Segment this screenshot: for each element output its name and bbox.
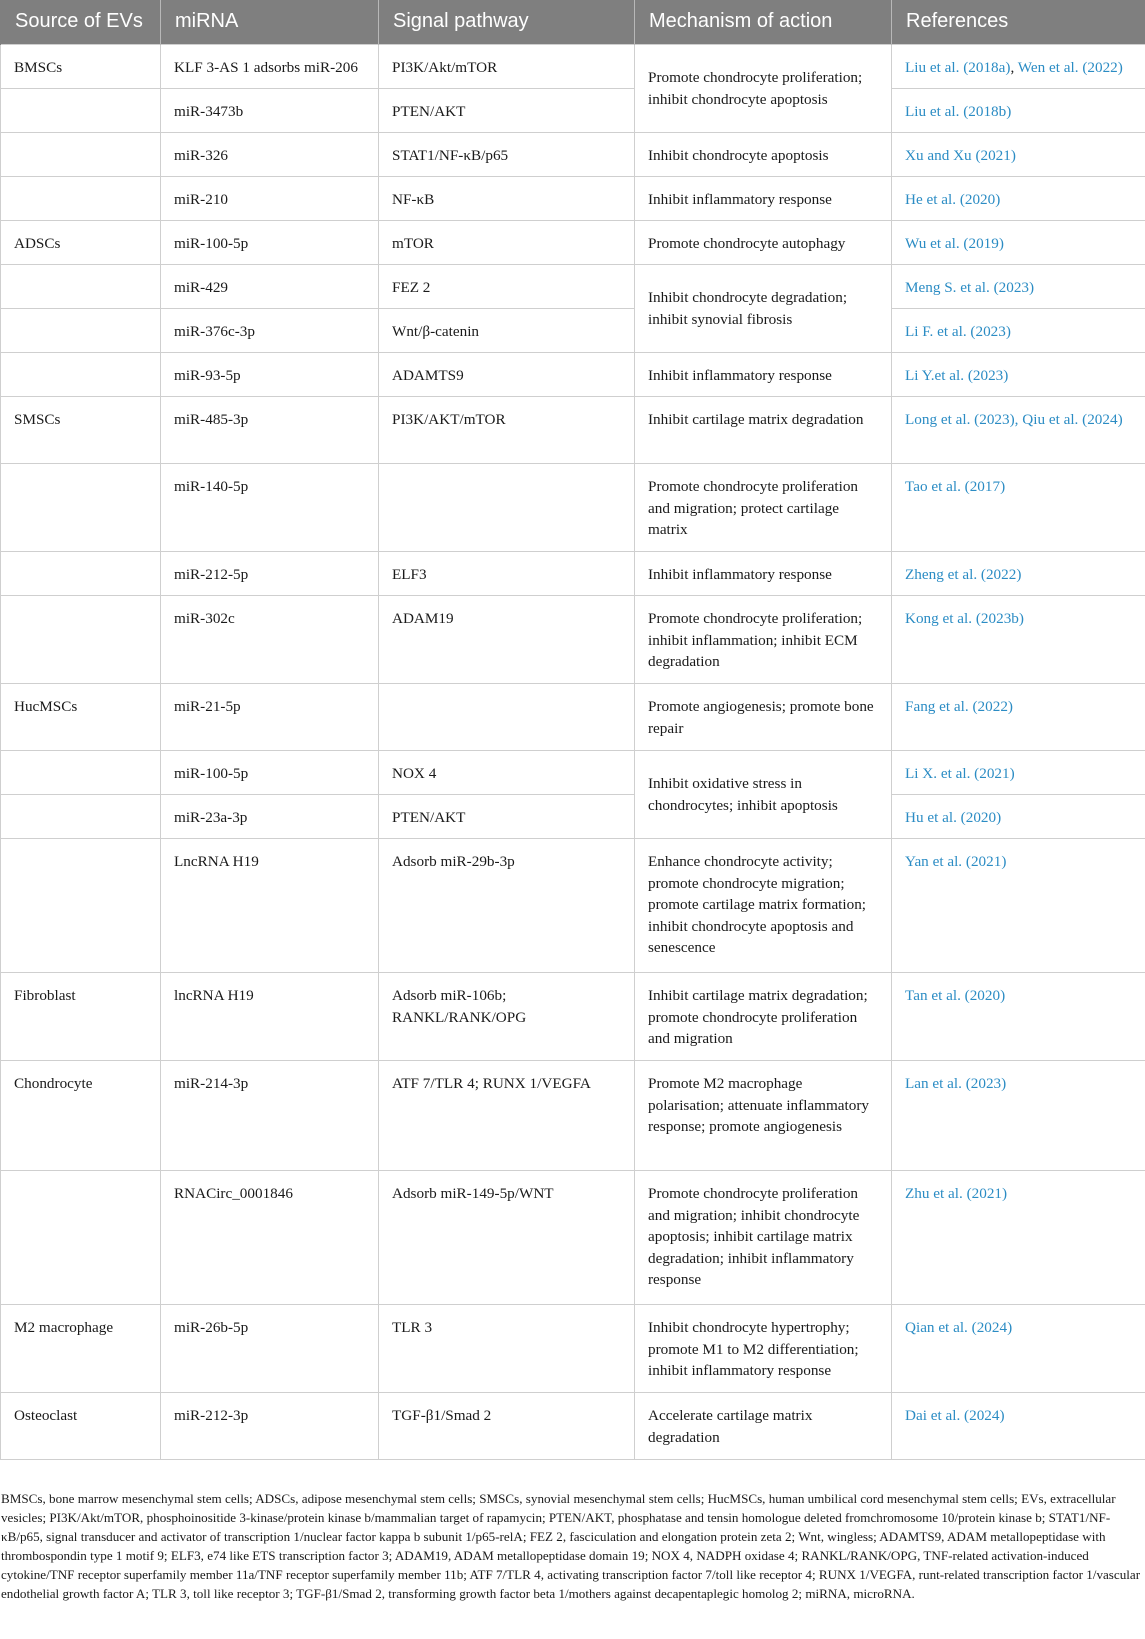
reference-link[interactable]: Li Y.et al. (2023)	[905, 367, 1009, 384]
cell-pathway: NOX 4	[379, 751, 635, 795]
cell-pathway: Adsorb miR-29b-3p	[379, 839, 635, 973]
reference-link[interactable]: Wu et al. (2019)	[905, 235, 1004, 252]
cell-mechanism: Inhibit chondrocyte degradation; inhibit synovial fibrosis	[635, 265, 892, 353]
cell-references	[892, 89, 1145, 133]
cell-pathway: TLR 3	[379, 1305, 635, 1393]
reference-link[interactable]: Lan et al. (2023)	[905, 1075, 1007, 1092]
cell-mirna: miR-429	[161, 265, 379, 309]
cell-source: Osteoclast	[1, 1393, 161, 1460]
reference-link[interactable]: Wen et al. (2022)	[1017, 59, 1123, 76]
cell-references	[892, 751, 1145, 795]
header-source: Source of EVs	[1, 0, 161, 45]
cell-mechanism: Promote chondrocyte proliferation; inhibit chondrocyte apoptosis	[635, 45, 892, 133]
cell-source	[1, 839, 161, 973]
cell-mechanism: Accelerate cartilage matrix degradation	[635, 1393, 892, 1460]
cell-mirna: miR-214-3p	[161, 1061, 379, 1171]
cell-references	[892, 353, 1145, 397]
cell-mirna: miR-93-5p	[161, 353, 379, 397]
cell-pathway: PTEN/AKT	[379, 795, 635, 839]
table-row	[1, 397, 1145, 464]
table-row	[1, 596, 1145, 684]
cell-source	[1, 89, 161, 133]
reference-link[interactable]: Kong et al. (2023b)	[905, 610, 1024, 627]
cell-pathway: ADAM19	[379, 596, 635, 684]
cell-pathway: TGF-β1/Smad 2	[379, 1393, 635, 1460]
cell-source	[1, 464, 161, 552]
cell-pathway	[379, 464, 635, 552]
reference-link[interactable]: Qian et al. (2024)	[905, 1319, 1013, 1336]
reference-link[interactable]: Zheng et al. (2022)	[905, 566, 1022, 583]
table-row	[1, 973, 1145, 1061]
table-row	[1, 89, 1145, 133]
cell-references	[892, 1305, 1145, 1393]
cell-pathway: ELF3	[379, 552, 635, 596]
reference-link[interactable]: Hu et al. (2020)	[905, 809, 1002, 826]
cell-mirna: RNACirc_0001846	[161, 1171, 379, 1305]
cell-source: M2 macrophage	[1, 1305, 161, 1393]
reference-link[interactable]: Fang et al. (2022)	[905, 698, 1013, 715]
cell-mechanism: Promote chondrocyte proliferation and migration; inhibit chondrocyte apoptosis; inhibit cartilage matrix degradation; inhibit inflammatory response	[635, 1171, 892, 1305]
cell-mirna: miR-100-5p	[161, 751, 379, 795]
cell-mirna: miR-3473b	[161, 89, 379, 133]
cell-mirna: miR-21-5p	[161, 684, 379, 751]
reference-link[interactable]: Long et al. (2023), Qiu et al. (2024)	[905, 411, 1123, 428]
cell-mirna: lncRNA H19	[161, 973, 379, 1061]
table-footnote: BMSCs, bone marrow mesenchymal stem cells; ADSCs, adipose mesenchymal stem cells; SMSCs, synovial mesenchymal stem cells; HucMSCs, human umbilical cord mesenchymal stem cells; EVs, extracellular vesicles; PI3K/Akt/mTOR, phosphoinositide 3-kinase/protein kinase b/mammalian target of rapamycin; PTEN/AKT, phosphatase and tensin homologue deleted fromchromosome 10/protein kinase b; STAT1/NF-κB/p65, signal transducer and activator of transcription 1/nuclear factor kappa b subunit 1/p65-relA; FEZ 2, fasciculation and elongation protein zeta 2; Wnt, wingless; ADAMTS9, ADAM metallopeptidase with thrombospondin type 1 motif 9; ELF3, e74 like ETS transcription factor 3; ADAM19, ADAM metallopeptidase domain 19; NOX 4, NADPH oxidase 4; RANKL/RANK/OPG, TNF-related activation-induced cytokine/TNF receptor superfamily member 11a/TNF receptor superfamily member 11b; ATF 7/TLR 4, activating transcription factor 7/toll like receptor 4; RUNX 1/VEGFA, runt-related transcription factor 1/vascular endothelial growth factor A; TLR 3, toll like receptor 3; TGF-β1/Smad 2, transforming growth factor beta 1/mothers against decapentaplegic homolog 2; miRNA, microRNA.	[1, 1491, 1141, 1601]
cell-source: ADSCs	[1, 221, 161, 265]
cell-source	[1, 353, 161, 397]
cell-references	[892, 552, 1145, 596]
cell-mechanism: Inhibit cartilage matrix degradation; promote chondrocyte proliferation and migration	[635, 973, 892, 1061]
cell-mirna: miR-302c	[161, 596, 379, 684]
cell-references	[892, 839, 1145, 973]
cell-mechanism: Enhance chondrocyte activity; promote chondrocyte migration; promote cartilage matrix formation; inhibit chondrocyte apoptosis and senescence	[635, 839, 892, 973]
reference-link[interactable]: Yan et al. (2021)	[905, 853, 1007, 870]
reference-separator: ,	[1010, 59, 1018, 76]
cell-references	[892, 1061, 1145, 1171]
table-row	[1, 1305, 1145, 1393]
table-row	[1, 751, 1145, 795]
cell-mechanism: Promote chondrocyte autophagy	[635, 221, 892, 265]
cell-mirna: miR-326	[161, 133, 379, 177]
cell-mechanism: Inhibit oxidative stress in chondrocytes; inhibit apoptosis	[635, 751, 892, 839]
cell-mirna: miR-212-3p	[161, 1393, 379, 1460]
cell-pathway: PI3K/AKT/mTOR	[379, 397, 635, 464]
cell-mirna: miR-212-5p	[161, 552, 379, 596]
reference-link[interactable]: Li X. et al. (2021)	[905, 765, 1015, 782]
cell-mechanism: Inhibit inflammatory response	[635, 177, 892, 221]
table-row	[1, 1061, 1145, 1171]
reference-link[interactable]: Liu et al. (2018a)	[905, 59, 1011, 76]
cell-references	[892, 221, 1145, 265]
cell-source: BMSCs	[1, 45, 161, 89]
reference-link[interactable]: Zhu et al. (2021)	[905, 1185, 1008, 1202]
reference-link[interactable]: Tan et al. (2020)	[905, 987, 1006, 1004]
cell-references	[892, 596, 1145, 684]
cell-pathway: Adsorb miR-106b; RANKL/RANK/OPG	[379, 973, 635, 1061]
table-row	[1, 1171, 1145, 1305]
cell-mechanism: Promote M2 macrophage polarisation; attenuate inflammatory response; promote angiogenesis	[635, 1061, 892, 1171]
cell-pathway: ATF 7/TLR 4; RUNX 1/VEGFA	[379, 1061, 635, 1171]
cell-source	[1, 596, 161, 684]
cell-references	[892, 309, 1145, 353]
cell-references	[892, 1393, 1145, 1460]
cell-mirna: miR-376c-3p	[161, 309, 379, 353]
reference-link[interactable]: Tao et al. (2017)	[905, 478, 1006, 495]
cell-mirna: miR-140-5p	[161, 464, 379, 552]
cell-mechanism: Inhibit chondrocyte hypertrophy; promote M1 to M2 differentiation; inhibit inflammatory response	[635, 1305, 892, 1393]
table-row	[1, 221, 1145, 265]
table-row	[1, 45, 1145, 89]
cell-mechanism: Promote chondrocyte proliferation and migration; protect cartilage matrix	[635, 464, 892, 552]
cell-source: SMSCs	[1, 397, 161, 464]
cell-source	[1, 751, 161, 795]
cell-pathway: ADAMTS9	[379, 353, 635, 397]
reference-link[interactable]: Liu et al. (2018b)	[905, 103, 1012, 120]
cell-pathway: Adsorb miR-149-5p/WNT	[379, 1171, 635, 1305]
header-pathway: Signal pathway	[379, 0, 635, 45]
header-row	[1, 0, 1145, 45]
cell-pathway: FEZ 2	[379, 265, 635, 309]
cell-mirna: miR-23a-3p	[161, 795, 379, 839]
table-row	[1, 839, 1145, 973]
cell-source: HucMSCs	[1, 684, 161, 751]
cell-pathway: NF-κB	[379, 177, 635, 221]
cell-mechanism: Promote angiogenesis; promote bone repair	[635, 684, 892, 751]
cell-source	[1, 309, 161, 353]
header-mechanism: Mechanism of action	[635, 0, 892, 45]
cell-pathway: PI3K/Akt/mTOR	[379, 45, 635, 89]
table-row	[1, 795, 1145, 839]
cell-mirna: miR-210	[161, 177, 379, 221]
cell-references	[892, 464, 1145, 552]
cell-mirna: LncRNA H19	[161, 839, 379, 973]
cell-references	[892, 397, 1145, 464]
cell-mirna: miR-100-5p	[161, 221, 379, 265]
table-row	[1, 684, 1145, 751]
cell-source	[1, 133, 161, 177]
cell-references	[892, 265, 1145, 309]
cell-mirna: miR-26b-5p	[161, 1305, 379, 1393]
table-row	[1, 133, 1145, 177]
cell-mechanism: Inhibit inflammatory response	[635, 353, 892, 397]
cell-pathway: PTEN/AKT	[379, 89, 635, 133]
cell-source	[1, 552, 161, 596]
cell-source	[1, 795, 161, 839]
reference-link[interactable]: Meng S. et al. (2023)	[905, 279, 1035, 296]
table-row	[1, 1393, 1145, 1460]
cell-references	[892, 973, 1145, 1061]
cell-source	[1, 265, 161, 309]
header-references: References	[892, 0, 1145, 45]
reference-link[interactable]: Li F. et al. (2023)	[905, 323, 1011, 340]
cell-mirna: KLF 3-AS 1 adsorbs miR-206	[161, 45, 379, 89]
cell-source	[1, 1171, 161, 1305]
cell-source	[1, 177, 161, 221]
cell-mechanism: Promote chondrocyte proliferation; inhibit inflammation; inhibit ECM degradation	[635, 596, 892, 684]
reference-link[interactable]: He et al. (2020)	[905, 191, 1001, 208]
cell-mirna: miR-485-3p	[161, 397, 379, 464]
table-row	[1, 265, 1145, 309]
cell-references	[892, 795, 1145, 839]
cell-source: Chondrocyte	[1, 1061, 161, 1171]
cell-references	[892, 177, 1145, 221]
cell-mechanism: Inhibit chondrocyte apoptosis	[635, 133, 892, 177]
cell-source: Fibroblast	[1, 973, 161, 1061]
cell-pathway: STAT1/NF-κB/p65	[379, 133, 635, 177]
table-row	[1, 464, 1145, 552]
reference-link[interactable]: Xu and Xu (2021)	[905, 147, 1016, 164]
cell-references	[892, 133, 1145, 177]
cell-references	[892, 684, 1145, 751]
cell-mechanism: Inhibit cartilage matrix degradation	[635, 397, 892, 464]
cell-mechanism: Inhibit inflammatory response	[635, 552, 892, 596]
table-row	[1, 353, 1145, 397]
cell-pathway: Wnt/β-catenin	[379, 309, 635, 353]
cell-pathway	[379, 684, 635, 751]
cell-references	[892, 45, 1145, 89]
table-row	[1, 309, 1145, 353]
cell-pathway: mTOR	[379, 221, 635, 265]
table-row	[1, 177, 1145, 221]
cell-references	[892, 1171, 1145, 1305]
table-row	[1, 552, 1145, 596]
header-mirna: miRNA	[161, 0, 379, 45]
reference-link[interactable]: Dai et al. (2024)	[905, 1407, 1005, 1424]
